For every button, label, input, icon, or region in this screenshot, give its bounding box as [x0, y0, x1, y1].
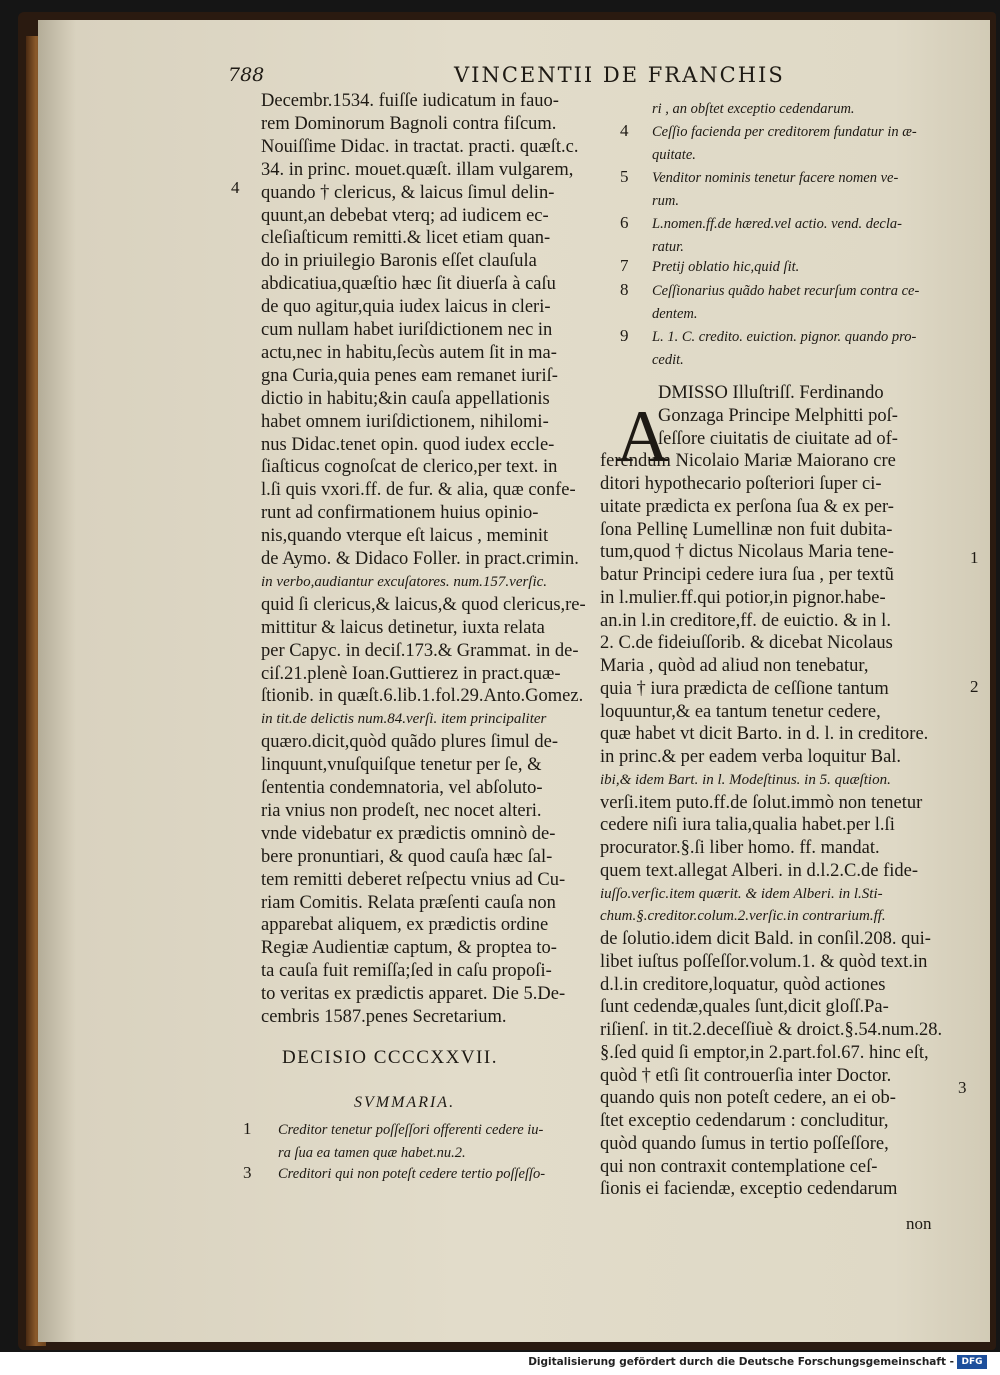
right-body-line: iuſſo.verſic.item quærit. & idem Alberi. in l.Sti-: [600, 885, 883, 902]
right-body-line: ferendum Nicolaio Mariæ Maiorano cre: [600, 451, 896, 472]
left-body-line: de quo agitur,quia iudex laicus in cleri-: [261, 297, 551, 318]
left-body-line: ſiaſticus cognoſcat de clerico,per text. in: [261, 457, 558, 478]
right-body-line: ibi,& idem Bart. in l. Modeſtinus. in 5. quæſtion.: [600, 771, 891, 788]
left-body-line: Nouiſſime Didac. in tractat. practi. quæſt.c.: [261, 136, 579, 157]
left-body-line: apparebat aliquem, ex prædictis ordine: [261, 915, 549, 936]
right-body-line: chum.§.creditor.colum.2.verſic.in contrarium.ff.: [600, 908, 886, 925]
summaria-heading: SVMMARIA.: [354, 1094, 456, 1111]
right-body-line: Gonzaga Principe Melphitti poſ-: [658, 405, 898, 426]
right-body-line: de ſolutio.idem dicit Bald. in conſil.208. qui-: [600, 929, 931, 949]
left-body-line: vnde videbatur ex prædictis omninò de-: [261, 823, 556, 844]
summary-text-line: cedit.: [652, 352, 684, 368]
right-body-line: uitate prædicta ex perſona ſua & ex per-: [600, 496, 894, 517]
left-body-line: de Aymo. & Didaco Foller. in pract.crimin.: [261, 549, 579, 569]
left-body-line: per Capyc. in deciſ.173.& Grammat. in de-: [261, 640, 579, 661]
right-body-line: quòd † etſi ſit controuerſia inter Doctor.: [600, 1065, 892, 1086]
left-body-line: bere pronuntiari, & quod cauſa hæc ſal-: [261, 846, 553, 867]
summary-text-line: Venditor nominis tenetur facere nomen ve-: [652, 170, 899, 186]
right-body-line: ſionis ei faciendæ, exceptio cedendarum: [600, 1179, 898, 1200]
dfg-logo: DFG: [957, 1355, 987, 1369]
left-body-line: rem Dominorum Bagnoli contra fiſcum.: [261, 113, 557, 134]
page-number: 788: [228, 64, 265, 86]
right-body-line: quia † iura prædicta de ceſſione tantum: [600, 678, 889, 699]
right-body-line: quòd quando ſumus in tertio poſſeſſore,: [600, 1133, 889, 1154]
right-body-line: quæ habet vt dicit Barto. in d. l. in creditore.: [600, 724, 929, 745]
right-body-line: DMISSO Illuſtriſſ. Ferdinando: [658, 383, 884, 403]
left-body-line: cembris 1587.penes Secretarium.: [261, 1007, 507, 1027]
right-margin-number: 3: [958, 1078, 967, 1097]
right-body-line: in princ.& per eadem verba loquitur Bal.: [600, 747, 902, 767]
summary-text-line: dentem.: [652, 306, 698, 322]
right-body-line: ſunt cedendæ,quales ſunt,dicit gloſſ.Pa-: [600, 997, 889, 1018]
summary-text-line: L.nomen.ff.de hæred.vel actio. vend. decla-: [652, 216, 902, 232]
right-body-line: ſeſſore ciuitatis de ciuitate ad of-: [658, 428, 898, 449]
summary-number: 9: [620, 326, 629, 345]
summary-number: 4: [620, 121, 629, 140]
left-body-line: dictio in habitu;&in cauſa appellationis: [261, 388, 550, 409]
right-margin-number: 1: [970, 548, 979, 567]
left-body-line: ciſ.21.plenè Ioan.Guttierez in pract.quæ-: [261, 663, 561, 684]
running-head: VINCENTII DE FRANCHIS: [454, 63, 785, 87]
summary-text-line: ri , an obſtet exceptio cedendarum.: [652, 101, 855, 117]
right-body-line: in l.mulier.ff.qui potior,in pignor.habe-: [600, 587, 886, 608]
left-body-line: do in priuilegio Baronis eſſet clauſula: [261, 251, 537, 272]
right-body-line: riſienſ. in tit.2.deceſſiuè & droict.§.54.num.28.: [600, 1020, 943, 1040]
right-body-line: loquuntur,& ea tantum tenetur cedere,: [600, 701, 881, 722]
left-body-line: gna Curia,quia penes eam remanet iuriſ-: [261, 365, 558, 386]
left-body-line: cum nullam habet iuriſdictionem nec in: [261, 320, 553, 340]
left-body-line: Regiæ Audientiæ captum, & proptea to-: [261, 938, 557, 959]
right-body-line: quando quis non poteſt cedere, an ei ob-: [600, 1088, 896, 1109]
right-body-line: 2. C.de fideiuſſorib. & dicebat Nicolaus: [600, 633, 893, 654]
left-body-line: in tit.de delictis num.84.verſi. item principaliter: [261, 711, 547, 728]
left-body-line: to veritas ex prædictis apparet. Die 5.De-: [261, 984, 566, 1005]
summary-text-line: ratur.: [652, 239, 684, 255]
right-body-line: ditori hypothecario poſteriori ſuper ci-: [600, 474, 882, 494]
summary-number: 6: [620, 213, 629, 232]
left-body-line: ria vnius non prodeſt, nec nocet alteri.: [261, 800, 542, 821]
left-body-line: nis,quando vterque eſt laicus , meminit: [261, 526, 549, 547]
right-body-line: tum,quod † dictus Nicolaus Maria tene-: [600, 542, 894, 563]
left-body-line: ta cauſa fuit remiſſa;ſed in caſu propoſi-: [261, 961, 552, 982]
left-body-line: abdicatiua,quæſtio hæc ſit diuerſa à caſu: [261, 274, 556, 295]
left-body-line: quunt,an debebat vterq; ad iudicem ec-: [261, 205, 549, 226]
left-body-line: Decembr.1534. fuiſſe iudicatum in fauo-: [261, 91, 559, 111]
left-body-line: riam Comitis. Relata præſenti cauſa non: [261, 892, 556, 913]
summary-text-line: Ceſſionarius quãdo habet recurſum contra ce-: [652, 283, 920, 299]
right-body-line: Maria , quòd ad aliud non tenebatur,: [600, 656, 869, 676]
left-body-line: quid ſi clericus,& laicus,& quod clericus,re-: [261, 594, 586, 615]
summary-text-line: Creditor tenetur poſſeſſori offerenti cedere iu-: [278, 1122, 544, 1138]
drop-cap: A: [616, 396, 670, 478]
left-body-line: 34. in princ. mouet.quæſt. illam vulgarem,: [261, 159, 574, 180]
right-margin-number: 2: [970, 677, 979, 696]
right-body-line: ſtet exceptio cedendarum : concluditur,: [600, 1111, 889, 1131]
left-body-line: nus Didac.tenet opin. quod iudex eccle-: [261, 434, 555, 455]
summary-text-line: rum.: [652, 193, 679, 209]
right-body-line: §.ſed quid ſi emptor,in 2.part.fol.67. hinc eſt,: [600, 1042, 929, 1063]
summary-number: 8: [620, 280, 629, 299]
left-body-line: linquunt,vnuſquiſque tenetur per ſe, &: [261, 755, 542, 776]
right-body-line: cedere niſi iura talia,qualia habet.per l.ſi: [600, 815, 895, 836]
right-body-line: batur Principi cedere iura ſua , per textũ: [600, 565, 894, 585]
left-body-line: quæro.dicit,quòd quãdo plures ſimul de-: [261, 732, 558, 753]
right-body-line: qui non contraxit contemplatione ceſ-: [600, 1156, 878, 1177]
summary-number: 1: [243, 1119, 252, 1138]
right-body-line: quem text.allegat Alberi. in d.l.2.C.de fide-: [600, 860, 919, 881]
left-body-line: ſententia condemnatoria, vel abſoluto-: [261, 778, 543, 798]
decisio-heading: DECISIO CCCCXXVII.: [282, 1047, 498, 1068]
catchword: non: [906, 1214, 932, 1233]
left-body-line: tem remitti deberet reſpectu vnius ad Cu-: [261, 869, 566, 890]
summary-number: 3: [243, 1163, 252, 1182]
footer-text: Digitalisierung gefördert durch die Deutsche Forschungsgemeinschaft -: [528, 1356, 954, 1368]
summary-text-line: L. 1. C. credito. euiction. pignor. quando pro-: [652, 329, 917, 345]
right-body-line: an.in l.in creditore,ff. de euictio. & in l.: [600, 610, 891, 631]
right-body-line: procurator.§.ſi liber homo. ff. mandat.: [600, 838, 880, 858]
left-body-line: cleſiaſticum remitti.& licet etiam quan-: [261, 228, 551, 249]
summary-number: 7: [620, 256, 629, 275]
summary-text-line: Pretij oblatio hic,quid ſit.: [652, 259, 800, 275]
right-body-line: ſona Pellinę Lumellinæ non fuit dubita-: [600, 519, 893, 540]
left-body-line: runt ad confirmationem huius opinio-: [261, 503, 539, 524]
left-body-line: l.ſi quis vxori.ff. de fur. & alia, quæ confe-: [261, 480, 576, 501]
left-body-line: habet omnem iuriſdictionem, nihilomi-: [261, 411, 549, 432]
left-body-line: mittitur & laicus detinetur, iuxta relata: [261, 617, 545, 638]
summary-text-line: Creditori qui non poteſt cedere tertio poſſeſſo-: [278, 1166, 546, 1182]
left-margin-number: 4: [231, 178, 240, 197]
left-body-line: in verbo,audiantur excuſatores. num.157.verſic.: [261, 573, 548, 590]
summary-text-line: Ceſſio facienda per creditorem fundatur in æ-: [652, 124, 917, 140]
left-body-line: ſtionib. in quæſt.6.lib.1.fol.29.Anto.Gomez.: [261, 686, 584, 707]
right-body-line: verſi.item puto.ff.de ſolut.immò non tenetur: [600, 792, 923, 813]
summary-text-line: ra ſua ea tamen quæ habet.nu.2.: [278, 1144, 466, 1161]
right-body-line: libet iuſtus poſſeſſor.volum.1. & quòd text.in: [600, 951, 928, 972]
page-scan: [38, 20, 990, 1342]
left-body-line: quando † clericus, & laicus ſimul delin-: [261, 182, 555, 203]
left-body-line: actu,nec in habitu,ſecùs autem ſit in ma-: [261, 342, 557, 363]
summary-number: 5: [620, 167, 629, 186]
summary-text-line: quitate.: [652, 147, 696, 163]
right-body-line: d.l.in creditore,loquatur, quòd actiones: [600, 974, 886, 995]
